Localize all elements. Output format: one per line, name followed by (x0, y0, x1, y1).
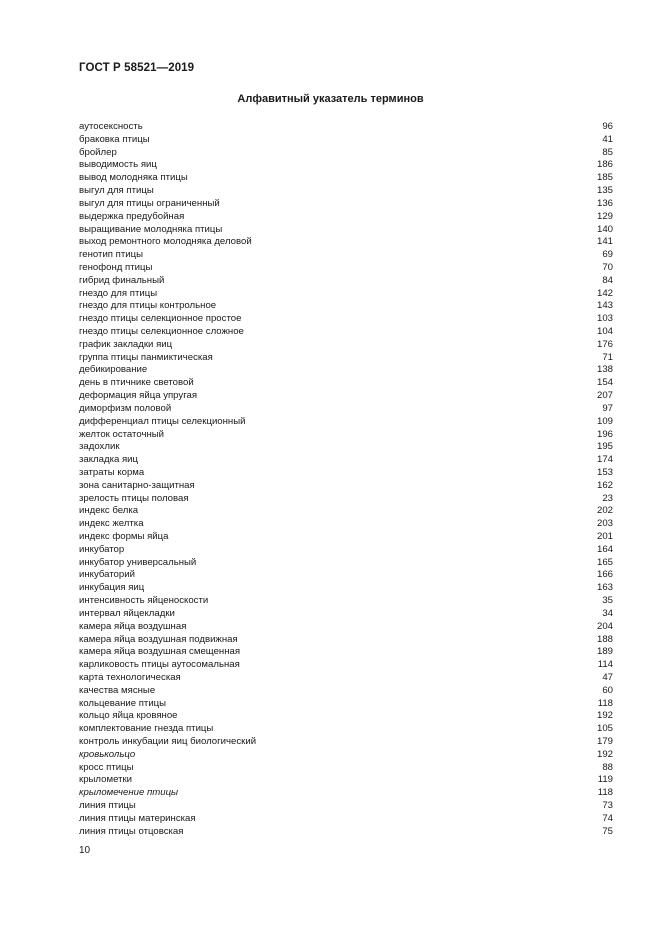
index-entry (79, 403, 613, 416)
index-term: диморфизм половой (79, 402, 172, 414)
index-term: камера яйца воздушная подвижная (79, 633, 238, 645)
index-entry (79, 621, 613, 634)
index-page-ref: 109 (596, 415, 613, 427)
index-entry (79, 262, 613, 275)
index-term: генофонд птицы (79, 261, 153, 273)
index-term: желток остаточный (79, 428, 165, 440)
index-entry (79, 288, 613, 301)
index-term: кровькольцо (79, 748, 136, 760)
index-page-ref: 114 (597, 659, 613, 671)
document-code: ГОСТ Р 58521—2019 (79, 62, 195, 74)
index-term: зрелость птицы половая (79, 492, 189, 504)
index-entry (79, 467, 613, 480)
index-page-ref: 135 (596, 185, 613, 197)
index-entry (79, 595, 613, 608)
index-entry (79, 493, 613, 506)
index-term: кольцо яйца кровяное (79, 710, 178, 722)
index-term: дифференциал птицы селекционный (79, 415, 246, 427)
index-entry (79, 121, 613, 134)
index-page-ref: 185 (596, 172, 613, 184)
index-page-ref: 186 (596, 159, 613, 171)
index-term: линия птицы (79, 800, 136, 812)
index-entry (79, 569, 613, 582)
index-entry (79, 826, 613, 839)
index-page-ref: 188 (596, 633, 613, 645)
index-page-ref: 163 (596, 582, 613, 594)
index-entry (79, 429, 613, 442)
index-page-ref: 69 (602, 249, 613, 261)
index-entry (79, 454, 613, 467)
index-page-ref: 196 (596, 428, 613, 440)
index-page-ref: 203 (596, 518, 613, 530)
index-page-ref: 35 (602, 595, 613, 607)
index-term: зона санитарно-защитная (79, 479, 195, 491)
index-term: деформация яйца упругая (79, 390, 198, 402)
page-number: 10 (79, 845, 91, 856)
index-term: гнездо птицы селекционное простое (79, 313, 242, 325)
index-term: линия птицы отцовская (79, 825, 184, 837)
index-entry (79, 249, 613, 262)
index-term: выход ремонтного молодняка деловой (79, 236, 252, 248)
index-page-ref: 189 (596, 646, 613, 658)
index-page-ref: 88 (602, 761, 613, 773)
index-page-ref: 73 (602, 800, 613, 812)
index-term: индекс формы яйца (79, 531, 169, 542)
index-entry (79, 300, 613, 313)
index-page-ref: 202 (596, 505, 613, 517)
index-entry (79, 582, 613, 595)
index-entry (79, 634, 613, 647)
index-page-ref: 60 (602, 684, 613, 696)
index-page-ref: 164 (596, 543, 613, 555)
index-entry (79, 352, 613, 365)
index-entry (79, 749, 613, 762)
index-page-ref: 138 (596, 364, 613, 376)
index-page-ref: 154 (596, 377, 613, 389)
index-term: индекс белка (79, 505, 139, 517)
index-term: график закладки яиц (79, 338, 173, 350)
index-term: выгул для птицы (79, 185, 154, 197)
index-page-ref: 23 (602, 492, 613, 504)
index-page-ref: 74 (602, 812, 613, 824)
index-term: гнездо для птицы контрольное (79, 300, 217, 312)
index-page-ref: 153 (596, 466, 613, 478)
index-term: вывод молодняка птицы (79, 172, 188, 184)
index-page-ref: 97 (602, 402, 613, 414)
index-term: камера яйца воздушная смещенная (79, 646, 241, 658)
index-term: крылометки (79, 774, 133, 786)
index-entry (79, 774, 613, 787)
index-entry (79, 185, 613, 198)
index-entry (79, 134, 613, 147)
index-page-ref: 70 (602, 261, 613, 273)
index-term: аутосексность (79, 121, 143, 132)
index-page-ref: 179 (596, 736, 613, 747)
index-page-ref: 141 (596, 236, 613, 248)
index-entry (79, 224, 613, 237)
index-entry (79, 147, 613, 160)
index-term: инкубаторий (79, 569, 135, 581)
index-entry (79, 275, 613, 288)
index-page-ref: 166 (596, 569, 613, 581)
index-term: затраты корма (79, 466, 145, 478)
index-term: крыломечение птицы (79, 787, 179, 799)
index-page-ref: 207 (596, 390, 613, 402)
index-term: закладка яиц (79, 454, 139, 466)
index-page-ref: 96 (602, 121, 613, 132)
index-term: индекс желтка (79, 518, 144, 530)
index-entry (79, 390, 613, 403)
index-page-ref: 192 (596, 710, 613, 722)
index-entry (79, 813, 613, 826)
index-term: выращивание молодняка птицы (79, 223, 223, 235)
index-entry (79, 762, 613, 775)
index-entry (79, 710, 613, 723)
index-term: гнездо для птицы (79, 287, 158, 299)
index-entry (79, 544, 613, 557)
index-page-ref: 142 (596, 287, 613, 299)
index-term: день в птичнике световой (79, 377, 194, 389)
index-term: качества мясные (79, 684, 156, 696)
index-term: бройлер (79, 146, 117, 158)
index-page-ref: 47 (602, 671, 613, 683)
index-entry (79, 531, 613, 544)
index-entry (79, 685, 613, 698)
index-entry (79, 787, 613, 800)
index-entry (79, 480, 613, 493)
index-page-ref: 162 (596, 479, 613, 491)
index-page-ref: 118 (597, 787, 613, 799)
index-page-ref: 103 (596, 313, 613, 325)
index-entry (79, 698, 613, 711)
index-term: комплектование гнезда птицы (79, 723, 214, 735)
index-page-ref: 192 (596, 748, 613, 760)
index-page-ref: 105 (596, 723, 613, 735)
index-entry (79, 364, 613, 377)
index-term: гнездо птицы селекционное сложное (79, 326, 244, 337)
index-term: выводимость яиц (79, 159, 157, 171)
index-entry (79, 211, 613, 224)
index-term: инкубатор (79, 543, 125, 555)
index-entry (79, 236, 613, 249)
index-entry (79, 172, 613, 185)
index-entry (79, 339, 613, 352)
index-page-ref: 136 (596, 197, 613, 209)
index-page-ref: 75 (602, 825, 613, 837)
index-page-ref: 84 (602, 274, 613, 286)
index-term: генотип птицы (79, 249, 143, 261)
index-page-ref: 118 (597, 697, 613, 709)
index-page-ref: 34 (602, 607, 613, 619)
index-term: интервал яйцекладки (79, 607, 175, 619)
index-title: Алфавитный указатель терминов (237, 93, 424, 105)
index-term: кольцевание птицы (79, 697, 167, 709)
index-page-ref: 176 (596, 338, 613, 350)
index-term: камера яйца воздушная (79, 620, 187, 632)
index-entry (79, 198, 613, 211)
index-entry (79, 505, 613, 518)
index-entry (79, 659, 613, 672)
index-entry (79, 159, 613, 172)
index-term: задохлик (79, 441, 120, 453)
index-page-ref: 201 (596, 531, 613, 542)
index-entry (79, 557, 613, 570)
index-term: контроль инкубации яиц биологический (79, 736, 257, 747)
index-page-ref: 129 (596, 210, 613, 222)
index-entry (79, 377, 613, 390)
index-entry (79, 723, 613, 736)
index-entry (79, 518, 613, 531)
index-term: выгул для птицы ограниченный (79, 197, 220, 209)
index-entry (79, 313, 613, 326)
index-entry (79, 608, 613, 621)
index-page-ref: 119 (597, 774, 613, 786)
index-page-ref: 140 (596, 223, 613, 235)
index-page-ref: 85 (602, 146, 613, 158)
index-term: линия птицы материнская (79, 812, 196, 824)
index-term: инкубатор универсальный (79, 556, 197, 568)
index-page-ref: 71 (602, 351, 613, 363)
index-entry (79, 736, 613, 749)
index-entry (79, 441, 613, 454)
index-entry (79, 672, 613, 685)
term-index-list (79, 121, 613, 839)
index-page-ref: 165 (596, 556, 613, 568)
index-term: браковка птицы (79, 133, 150, 145)
index-term: дебикирование (79, 364, 148, 376)
index-page-ref: 104 (596, 326, 613, 337)
index-page-ref: 195 (596, 441, 613, 453)
index-term: выдержка предубойная (79, 210, 185, 222)
index-term: гибрид финальный (79, 274, 165, 286)
index-entry (79, 416, 613, 429)
index-term: группа птицы панмиктическая (79, 351, 213, 363)
index-term: карта технологическая (79, 671, 181, 683)
index-term: инкубация яиц (79, 582, 145, 594)
index-page-ref: 174 (596, 454, 613, 466)
index-term: карликовость птицы аутосомальная (79, 659, 240, 671)
index-page-ref: 204 (596, 620, 613, 632)
index-page-ref: 143 (596, 300, 613, 312)
index-term: кросс птицы (79, 761, 134, 773)
index-entry (79, 646, 613, 659)
index-entry (79, 326, 613, 339)
index-term: интенсивность яйценоскости (79, 595, 209, 607)
index-page-ref: 41 (602, 133, 613, 145)
index-entry (79, 800, 613, 813)
